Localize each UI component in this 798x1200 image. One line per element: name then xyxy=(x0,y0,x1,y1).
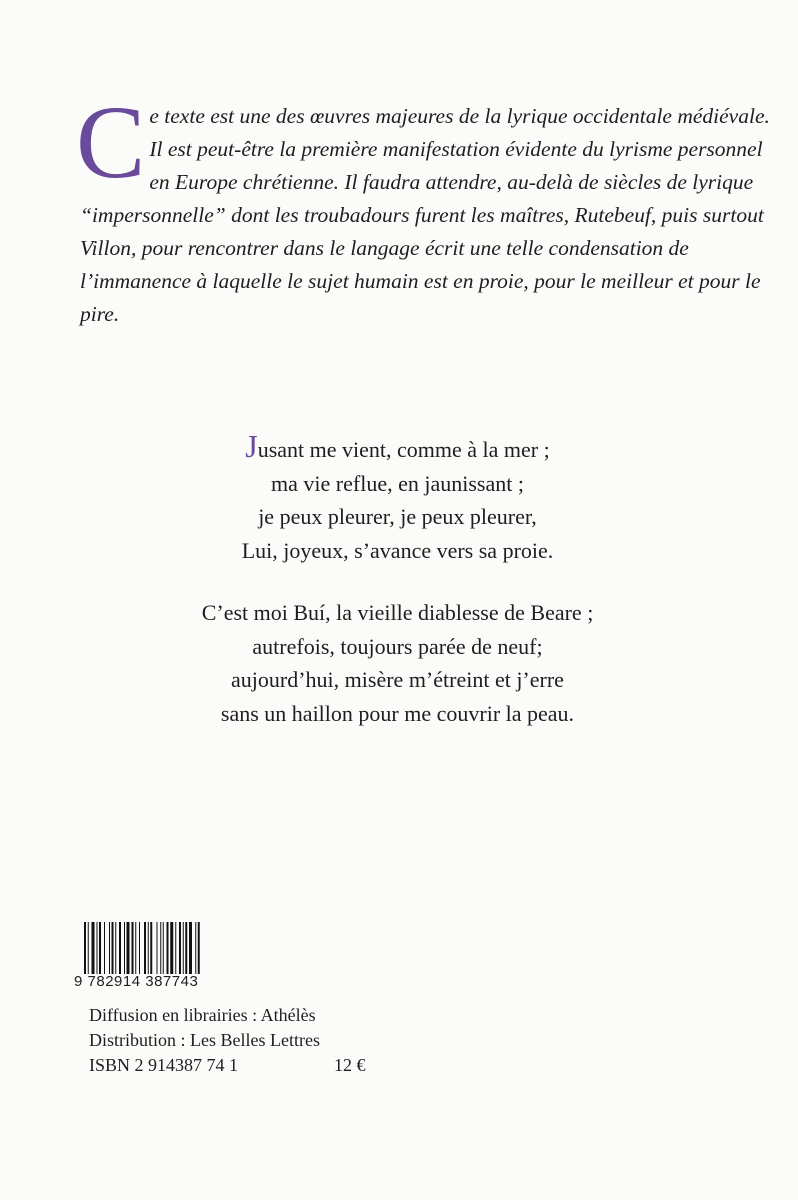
poem-initial: J xyxy=(245,428,258,464)
poem-line: autrefois, toujours parée de neuf; xyxy=(252,633,543,659)
intro-text-block xyxy=(76,85,770,331)
poem-line: aujourd’hui, misère m’étreint et j’erre xyxy=(231,667,564,692)
isbn-line: ISBN 2 914387 74 1 xyxy=(89,1055,239,1075)
poem-stanza-1 xyxy=(80,430,715,567)
intro-paragraph xyxy=(76,85,770,331)
poem-line: C’est moi Buí, la vieille diablesse de Beare ; xyxy=(201,600,594,625)
price: 12 € xyxy=(334,1055,366,1075)
poem-line xyxy=(80,430,715,467)
poem-line: je peux pleurer, je peux pleurer, xyxy=(258,504,537,529)
drop-cap: C xyxy=(76,85,146,200)
barcode xyxy=(83,922,233,974)
poem-line: ma vie reflue, en jaunissant ; xyxy=(271,470,524,496)
diffusion-line: Diffusion en librairies : Athélès xyxy=(89,1005,316,1025)
poem-stanza-2 xyxy=(80,596,715,730)
distribution-line: Distribution : Les Belles Lettres xyxy=(89,1030,320,1050)
intro-text: e texte est une des œuvres majeures de la lyrique occidentale médiévale. Il est peut-être la première manifestation évidente du lyrisme personnel en Europe chrétienne. Il faudra attendre, au-delà de siècles de lyrique “impersonnelle” dont les troubadours furent les maîtres, Rutebeuf, puis surtout Villon, pour rencontrer dans le langage écrit une telle condensation de l’immanence à laquelle le sujet humain est en proie, pour le meilleur et pour le pire. xyxy=(80,104,770,326)
poem-line: Lui, joyeux, s’avance vers sa proie. xyxy=(241,537,554,563)
poem-line-text: usant me vient, comme à la mer ; xyxy=(257,437,550,462)
poem-line: sans un haillon pour me couvrir la peau. xyxy=(220,700,575,726)
barcode-digits: 9 782914 387743 xyxy=(74,973,199,990)
